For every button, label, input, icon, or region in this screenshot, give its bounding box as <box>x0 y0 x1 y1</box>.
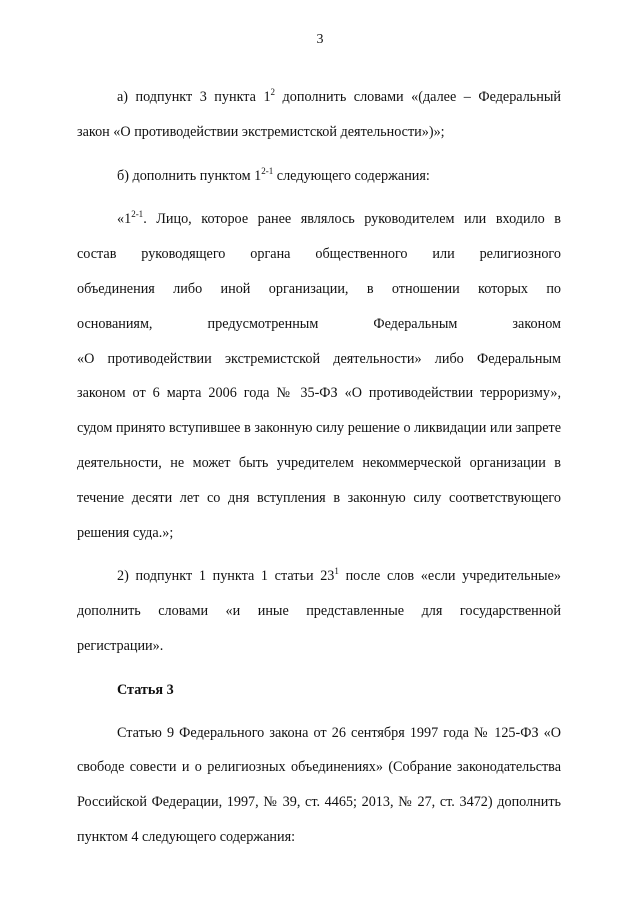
clause-line <box>77 202 561 237</box>
clause-line: объединения либо иной организации, в отношении которых по <box>77 280 561 297</box>
paragraph-text: следующего содержания: <box>273 167 430 184</box>
paragraph-text: дополнить словами «(далее – Федеральный закон «О противодействии экстремистской деятельности»)»; <box>77 89 561 140</box>
paragraph-subpoint-b <box>77 150 561 194</box>
clause-line: основаниям, предусмотренным Федеральным законом <box>77 315 561 332</box>
paragraph-text: б) дополнить пунктом 1 <box>117 167 262 184</box>
quoted-clause <box>77 193 561 550</box>
page-number: 3 <box>316 32 324 47</box>
paragraph-text: а) подпункт 3 пункта 1 <box>117 89 271 105</box>
paragraph-point-2 <box>77 550 561 663</box>
clause-line: состав руководящего органа общественного или религиозного <box>77 246 561 263</box>
paragraph-article-3: Статью 9 Федерального закона от 26 сентября 1997 года № 125-ФЗ «О свободе совести и о религиозных объединениях» (Собрание законодательства Российской Федерации, 1997, № 39, ст. 4465; 2013, № 27, ст. 3472) дополнить пунктом 4 следующего содержания: <box>77 724 561 845</box>
paragraph-text: после слов «если учредительные» дополнить словами «и иные представленные для государственной регистрации». <box>77 568 561 654</box>
paragraph-text: . Лицо, которое ранее являлось руководителем или входило в <box>143 211 561 228</box>
article-heading: Статья 3 <box>117 681 174 698</box>
paragraph-subpoint-a <box>77 80 561 150</box>
superscript: 2 <box>270 87 276 97</box>
paragraph-text: «1 <box>117 211 132 228</box>
paragraph-text: 2) подпункт 1 пункта 1 статьи 23 <box>117 568 335 585</box>
superscript: 2-1 <box>261 165 274 176</box>
clause-line: «О противодействии экстремистской деятельности» либо Федеральным законом от 6 марта 2006 года № 35-ФЗ «О противодействии терроризму», судом принято вступившее в законную силу решение о ликвидации или запрете деятельности, не может быть учредителем некоммерческой организации в течение десяти лет со дня вступления в законную силу соответствующего решения суда.»; <box>77 350 561 541</box>
superscript: 2-1 <box>131 209 144 220</box>
document-body <box>77 80 561 855</box>
superscript: 1 <box>334 566 339 577</box>
